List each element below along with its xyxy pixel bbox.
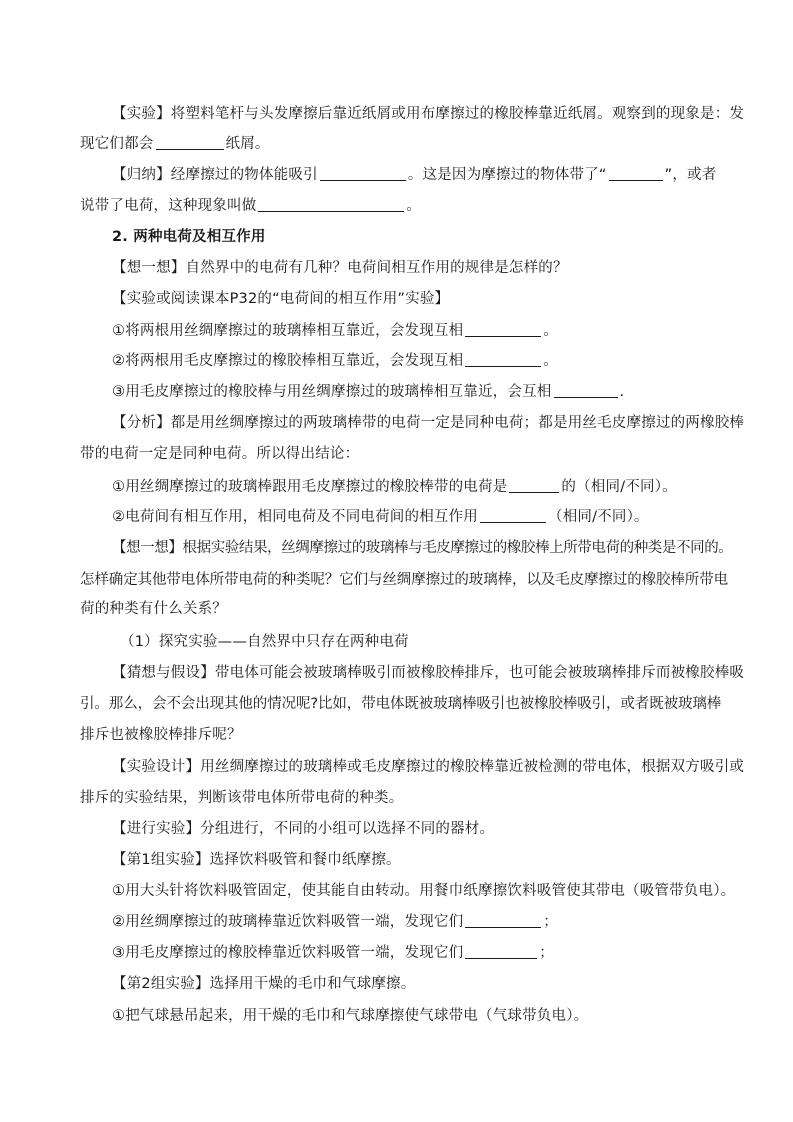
fill-blank[interactable] [609,165,663,181]
fill-blank[interactable] [480,507,546,523]
text-line: 【实验设计】用丝绸摩擦过的玻璃棒或毛皮摩擦过的橡胶棒靠近被检测的带电体，根据双方吸引或 [112,759,745,775]
text-line: ①把气球悬吊起来，用干燥的毛巾和气球摩擦使气球带电（气球带负电）。 [112,1008,589,1024]
text-line: ①将两根用丝绸摩擦过的玻璃棒相互靠近，会发现互相 。 [112,323,558,339]
text-line: 【想一想】自然界中的电荷有几种？电荷间相互作用的规律是怎样的？ [112,260,568,276]
text-line: 【实验或阅读课本P32的“电荷间的相互作用”实验】 [112,291,450,307]
text-line: ③用毛皮摩擦过的橡胶棒靠近饮料吸管一端，发现它们 ； [112,945,554,961]
text-line: ②用丝绸摩擦过的玻璃棒靠近饮料吸管一端，发现它们 ； [112,914,558,930]
fill-blank[interactable] [465,351,541,367]
text-line: 带的电荷一定是同种电荷。所以得出结论： [80,446,360,462]
text-line: 怎样确定其他带电体所带电荷的种类呢？它们与丝绸摩擦过的玻璃棒，以及毛皮摩擦过的橡胶棒所带电 [80,572,728,588]
text-line: ①用大头针将饮料吸管固定，使其能自由转动。用餐巾纸摩擦饮料吸管使其带电（吸管带负电）。 [112,883,736,899]
fill-blank[interactable] [509,477,559,493]
text-line: 现它们都会 纸屑。 [80,136,270,152]
fill-blank[interactable] [156,134,224,150]
fill-blank[interactable] [320,165,406,181]
subsection-heading: （1）探究实验——自然界中只存在两种电荷 [120,634,409,650]
text-line: 说带了电荷，这种现象叫做 。 [80,198,422,214]
fill-blank[interactable] [465,321,541,337]
text-line: ②将两根用毛皮摩擦过的橡胶棒相互靠近，会发现互相 。 [112,353,558,369]
text-line: 【想一想】根据实验结果，丝绸摩擦过的玻璃棒与毛皮摩擦过的橡胶棒上所带电荷的种类是不同的。 [112,540,733,556]
text-line: 【猜想与假设】带电体可能会被玻璃棒吸引而被橡胶棒排斥，也可能会被玻璃棒排斥而被橡胶棒吸 [112,665,745,681]
text-line: ③用毛皮摩擦过的橡胶棒与用丝绸摩擦过的玻璃棒相互靠近，会互相 . [112,384,625,400]
fill-blank[interactable] [465,912,541,928]
text-line: 荷的种类有什么关系？ [80,601,227,617]
section-heading: 2. 两种电荷及相互作用 [112,229,266,245]
text-line: 【第1组实验】选择饮料吸管和餐巾纸摩擦。 [112,852,401,868]
text-line: 【实验】将塑料笔杆与头发摩擦后靠近纸屑或用布摩擦过的橡胶棒靠近纸屑。观察到的现象是：发 [112,106,745,122]
fill-blank[interactable] [465,943,537,959]
text-line: 【分析】都是用丝绸摩擦过的两玻璃棒带的电荷一定是同种电荷；都是用丝毛皮摩擦过的两橡胶棒 [112,415,745,431]
text-line: ①用丝绸摩擦过的玻璃棒跟用毛皮摩擦过的橡胶棒带的电荷是 的（相同/不同）。 [112,479,677,495]
text-line: 引。那么，会不会出现其他的情况呢?比如，带电体既被玻璃棒吸引也被橡胶棒吸引，或者既被玻璃棒 [80,696,722,712]
text-line: 【进行实验】分组进行，不同的小组可以选择不同的器材。 [112,821,495,837]
fill-blank[interactable] [258,196,404,212]
text-line: 【第2组实验】选择用干燥的毛巾和气球摩擦。 [112,976,416,992]
text-line: ②电荷间有相互作用，相同电荷及不同电荷间的相互作用 （相同/不同）。 [112,509,649,525]
text-line: 排斥的实验结果，判断该带电体所带电荷的种类。 [80,790,404,806]
text-line: 【归纳】经摩擦过的物体能吸引 。这是因为摩擦过的物体带了“ ”，或者 [112,167,717,183]
fill-blank[interactable] [554,382,618,398]
text-line: 排斥也被橡胶棒排斥呢？ [80,727,242,743]
